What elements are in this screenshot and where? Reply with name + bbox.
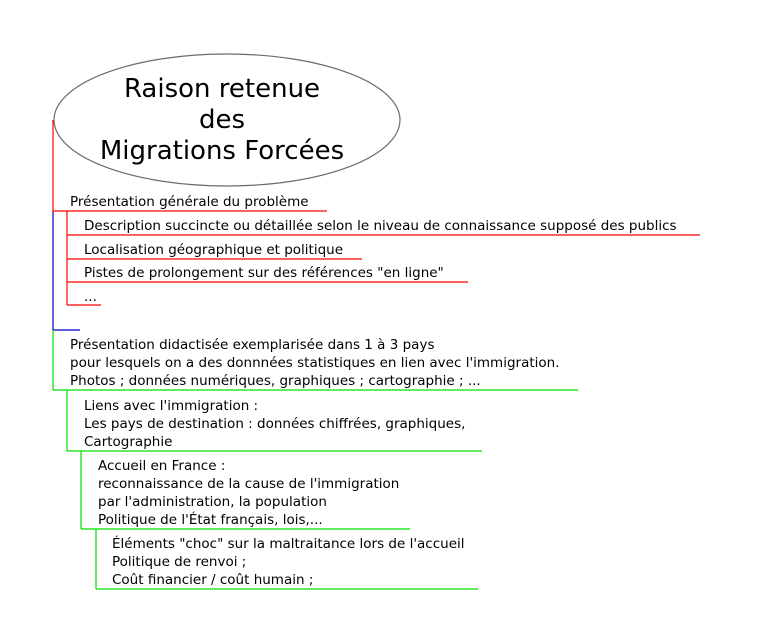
branch2-line: Présentation didactisée exemplarisée dans 1 à 3 pays bbox=[70, 337, 435, 353]
branch2-level2-node bbox=[84, 397, 465, 451]
central-topic bbox=[82, 74, 362, 167]
level2-line: Liens avec l'immigration : bbox=[84, 398, 259, 414]
branch1-item: ... bbox=[84, 289, 97, 305]
level3-line: reconnaissance de la cause de l'immigration bbox=[98, 476, 400, 492]
branch2-node bbox=[70, 336, 560, 390]
level2-line: Cartographie bbox=[84, 434, 173, 450]
level3-line: Politique de l'État français, lois,... bbox=[98, 512, 323, 528]
central-topic-line-3: Migrations Forcées bbox=[99, 136, 345, 166]
branch2-level4-node bbox=[112, 535, 465, 589]
level4-line: Politique de renvoi ; bbox=[112, 554, 247, 570]
level3-line: Accueil en France : bbox=[98, 458, 226, 474]
level4-line: Éléments "choc" sur la maltraitance lors de l'accueil bbox=[112, 536, 465, 552]
level4-line: Coût financier / coût humain ; bbox=[112, 572, 314, 588]
branch1-item: Localisation géographique et politique bbox=[84, 242, 344, 258]
branch2-line: Photos ; données numériques, graphiques ; cartographie ; ... bbox=[70, 373, 481, 389]
branch2-level3-node bbox=[98, 457, 399, 529]
level3-line: par l'administration, la population bbox=[98, 494, 327, 510]
level2-line: Les pays de destination : données chiffrées, graphiques, bbox=[84, 416, 466, 432]
central-topic-line-1: Raison retenue bbox=[123, 74, 321, 104]
branch1-item: Pistes de prolongement sur des références "en ligne" bbox=[84, 265, 444, 281]
central-topic-line-2: des bbox=[198, 105, 246, 135]
branch1-heading: Présentation générale du problème bbox=[70, 194, 309, 210]
branch1-item: Description succincte ou détaillée selon le niveau de connaissance supposé des publics bbox=[84, 218, 677, 234]
branch2-line: pour lesquels on a des donnnées statistiques en lien avec l'immigration. bbox=[70, 355, 560, 371]
